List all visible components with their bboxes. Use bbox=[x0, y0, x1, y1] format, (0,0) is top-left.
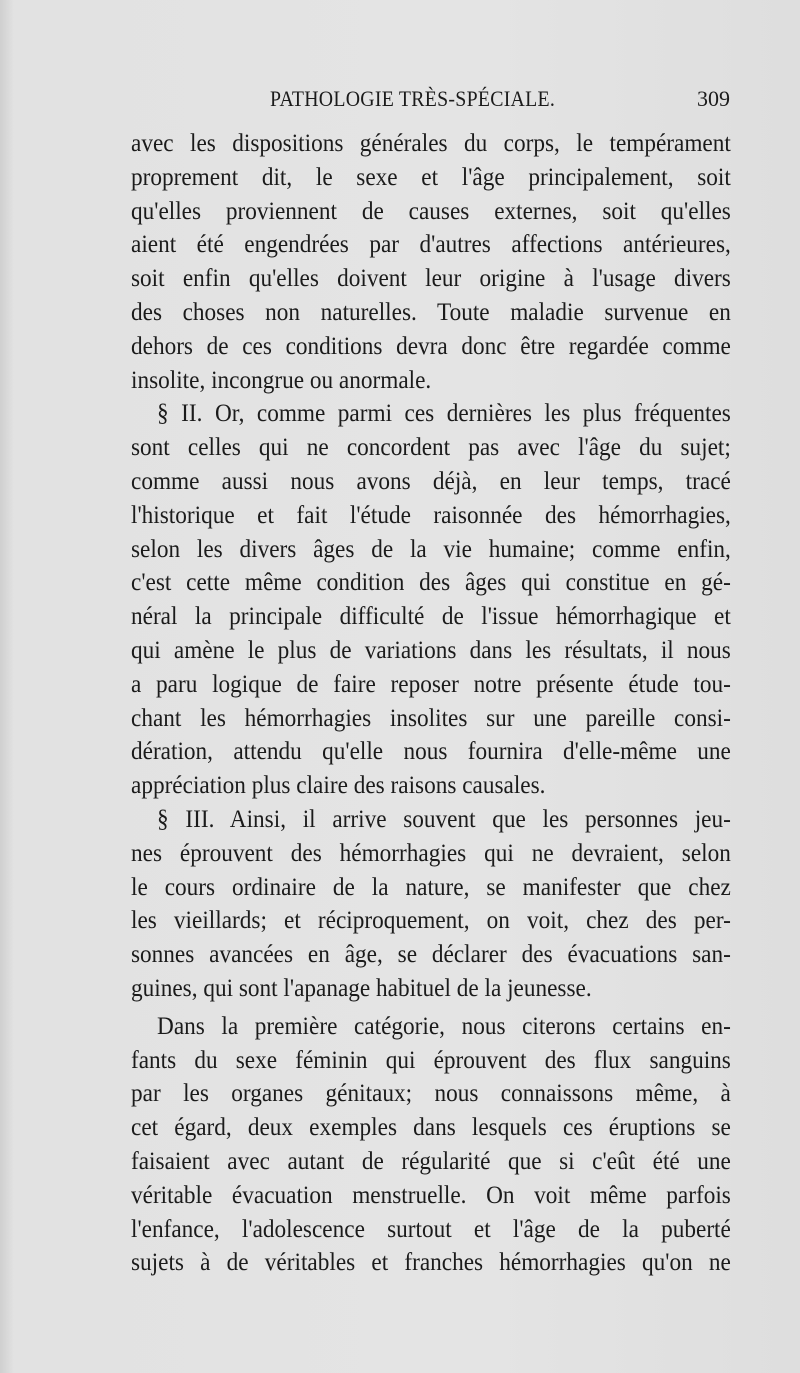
text-line: néral la principale difficulté de l'issue hémorrhagique et bbox=[131, 603, 731, 631]
text-line: sujets à de véritables et franches hémorrhagies qu'on ne bbox=[131, 1249, 731, 1277]
text-line: nes éprouvent des hémorrhagies qui ne devraient, selon bbox=[131, 839, 731, 867]
text-line: qui amène le plus de variations dans les résultats, il nous bbox=[131, 636, 731, 664]
text-line: l'historique et fait l'étude raisonnée des hémorrhagies, bbox=[131, 501, 731, 529]
text-line: dehors de ces conditions devra donc être regardée comme bbox=[131, 332, 731, 360]
text-line: par les organes génitaux; nous connaissons même, à bbox=[131, 1080, 731, 1108]
text-line: insolite, incongrue ou anormale. bbox=[131, 366, 432, 394]
text-line: aient été engendrées par d'autres affections antérieures, bbox=[131, 231, 731, 259]
paragraph-start: Dans la première catégorie, nous citerons certains en- bbox=[157, 1012, 731, 1040]
text-line: chant les hémorrhagies insolites sur une pareille consi- bbox=[131, 704, 731, 732]
text-line: les vieillards; et réciproquement, on voit, chez des per- bbox=[131, 907, 731, 935]
text-line: le cours ordinaire de la nature, se manifester que chez bbox=[131, 873, 731, 901]
section-2-start: § II. Or, comme parmi ces dernières les plus fréquentes bbox=[157, 400, 731, 428]
text-line: comme aussi nous avons déjà, en leur temps, tracé bbox=[131, 467, 731, 495]
text-line: faisaient avec autant de régularité que si c'eût été une bbox=[131, 1147, 731, 1175]
text-line: c'est cette même condition des âges qui constitue en gé- bbox=[131, 569, 731, 597]
text-line: dération, attendu qu'elle nous fournira d'elle-même une bbox=[131, 738, 731, 766]
text-line: cet égard, deux exemples dans lesquels ces éruptions se bbox=[131, 1114, 731, 1142]
text-line: sont celles qui ne concordent pas avec l'âge du sujet; bbox=[131, 434, 731, 462]
text-line: avec les dispositions générales du corps, le tempérament bbox=[131, 130, 731, 157]
page-header bbox=[130, 86, 730, 122]
text-line: a paru logique de faire reposer notre présente étude tou- bbox=[131, 670, 731, 698]
text-line: soit enfin qu'elles doivent leur origine à l'usage divers bbox=[131, 265, 731, 293]
text-line: qu'elles proviennent de causes externes, soit qu'elles bbox=[131, 197, 731, 225]
text-line: guines, qui sont l'apanage habituel de la jeunesse. bbox=[131, 974, 592, 1002]
text-line: appréciation plus claire des raisons causales. bbox=[131, 772, 546, 800]
running-head: PATHOLOGIE TRÈS-SPÉCIALE. bbox=[270, 86, 556, 111]
text-line: l'enfance, l'adolescence surtout et l'âge de la puberté bbox=[131, 1215, 731, 1243]
text-line: véritable évacuation menstruelle. On voit même parfois bbox=[131, 1181, 731, 1209]
text-line: sonnes avancées en âge, se déclarer des évacuations san- bbox=[131, 941, 731, 969]
text-line: selon les divers âges de la vie humaine; comme enfin, bbox=[131, 535, 731, 563]
text-line: proprement dit, le sexe et l'âge principalement, soit bbox=[131, 163, 731, 191]
body-text bbox=[131, 127, 731, 1280]
text-line: des choses non naturelles. Toute maladie survenue en bbox=[131, 298, 731, 326]
section-3-start: § III. Ainsi, il arrive souvent que les personnes jeu- bbox=[157, 805, 731, 833]
text-line: fants du sexe féminin qui éprouvent des flux sanguins bbox=[131, 1046, 731, 1074]
page-number: 309 bbox=[697, 86, 730, 111]
